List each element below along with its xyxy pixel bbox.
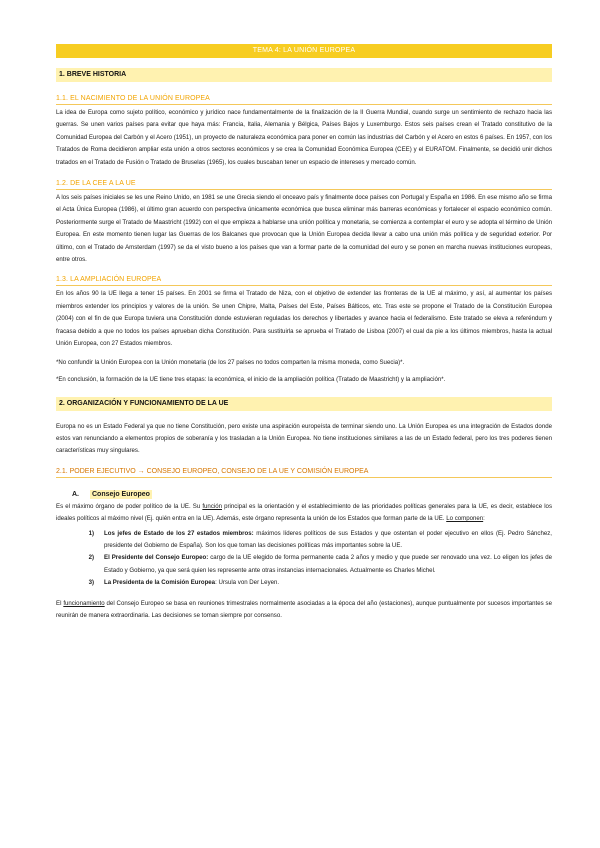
heading-european-council	[56, 490, 552, 499]
list-item	[56, 577, 552, 589]
section-heading-organization: 2. ORGANIZACIÓN Y FUNCIONAMIENTO DE LA UE	[56, 397, 552, 411]
heading-letter: A.	[72, 490, 79, 498]
intro-text-2: principal es la orientación y el establecimiento de las prioridades políticas generales para la UE, es decir, establece los ideales políticos al máximo nivel (Ej. quién entra en la UE). Además, este órgano representa la unión de los Estados que forman parte de la UE.	[56, 502, 552, 523]
paragraph-council-functioning	[56, 598, 552, 623]
list-item-number: 3)	[88, 579, 94, 587]
list-item-number: 2)	[88, 554, 94, 562]
paragraph-enlargement: En los años 90 la UE llega a tener 15 países. En 2001 se firma el Tratado de Niza, con el objetivo de extender las fronteras de la UE al máximo, y así, al aumentar los países miembros extender los principios y valores de la unión. Se unen Chipre, Malta, Países del Este, Países Bálticos, etc. Tras este se propone el Tratado de la Constitución Europea (2004) con el fin de que Europa tuviera una Constitución donde estuvieran reguladas los derechos y libertades y avance hacia el federalismo. Este tratado se eleva a referéndum y fracasa debido a que no todos los países aprueban dicha Constitución. Para sustituirla se aprueba el Tratado de Lisboa (2007) el cual da pie a los últimos miembros, hasta la actual Unión Europea, con 27 Estados miembros.	[56, 290, 552, 348]
list-item-body: cargo de la UE elegido de forma permanente cada 2 años y medio y que puede ser renovado una vez. Lo eligen los jefes de Estado y Gobierno, ya que será quien les represente ante otras instancias internacionales. Actualmente es Charles Michel.	[104, 554, 553, 574]
paragraph-cee-ue: A los seis países iniciales se les une Reino Unido, en 1981 se une Grecia siendo el onceavo país y finalmente doce países con Portugal y España en 1986. En ese mismo año se firma el Acta Única Europea (1986), el último gran acuerdo con perspectiva únicamente económica que busca eliminar más barreras económicas y fortalecer el espacio económico común. Posteriormente surge el Tratado de Maastricht (1992) con el que empieza a hablarse una unión política y monetaria, se comienza a contemplar el euro y se adopta el término de Unión Europea. En este momento tienen lugar las Guerras de los Balcanes que provocan que la Unión Europea decida llevar a cabo una unión más política y de seguridad exterior. Por último, con el Tratado de Amsterdam (1997) se da el visto bueno a los países que van a formar parte de la comunidad del euro y se ponen en marcha nuevas instituciones europeas, entre otros.	[56, 194, 552, 264]
intro-underlined-function: función	[202, 502, 222, 510]
paragraph-organization: Europa no es un Estado Federal ya que no tiene Constitución, pero existe una aspiración europeísta de terminar siendo uno. La Unión Europea es una integración de Estados donde estos van renunciando a elementos propios de soberanía y los trasladan a la Unión Europea. No tiene instituciones similares a las de un Estado federal, pero los tres poderes tienen características muy singulares.	[56, 422, 552, 455]
close-text-2: del Consejo Europeo se basa en reuniones trimestrales normalmente asociadas a la época del año (estaciones), aunque puntualmente por sucesos importantes se reunirán de manera extraordinaria. Las decisiones se toman siempre por consenso.	[56, 599, 552, 619]
list-item-text	[104, 577, 552, 589]
list-item-body: máximos líderes políticos de sus Estados y que ostentan el poder ejecutivo en ellos (Ej. Pedro Sánchez, presidente del Gobierno de España). Son los que toman las decisiones políticas más importantes sobre la UE.	[104, 529, 552, 549]
list-item-lead: La Presidenta de la Comisión Europea	[104, 579, 216, 587]
close-text-1: El	[56, 599, 64, 607]
list-item-lead: Los jefes de Estado de los 27 estados miembros:	[104, 529, 254, 537]
list-item-body: : Ursula von Der Leyen.	[215, 579, 280, 587]
subsection-heading-executive: 2.1. PODER EJECUTIVO → CONSEJO EUROPEO, CONSEJO DE LA UE Y COMISIÓN EUROPEA	[56, 468, 552, 478]
members-list	[56, 528, 552, 590]
list-item-text	[104, 528, 552, 553]
section-heading-history: 1. BREVE HISTORIA	[56, 68, 552, 82]
intro-text-end: :	[483, 515, 485, 523]
list-item-number: 1)	[88, 529, 94, 537]
subsection-heading-cee-ue: 1.2. DE LA CEE A LA UE	[56, 180, 552, 190]
paragraph-birth: La idea de Europa como sujeto político, económico y jurídico nace fundamentalmente de la finalización de la II Guerra Mundial, cuando surge un sentimiento de rechazo hacia las guerras. Se unen varios países para evitar que haya más: Francia, Italia, Alemania y Bélgica, Países Bajos y Luxemburgo. Estos seis países crean el Tratado constitutivo de la Comunidad Europea del Carbón y el Acero (1951), un proyecto de naturaleza económica para poner en común las industrias del Carbón y el Acero en estos 6 países. En 1957, con los Tratados de Roma decidieron ampliar esta unión a otros sectores económicos y se crea la Comunidad Económica Europea (CEE) y el EURATOM. Finalmente, se decidió unir dichos tratados en el Tratado de Fusión o Tratado de Bruselas (1965), los cuales buscaban tener un espacio de intereses y mercado común.	[56, 109, 552, 166]
list-item	[56, 552, 552, 577]
list-item	[56, 528, 552, 553]
subsection-heading-birth: 1.1. EL NACIMIENTO DE LA UNIÓN EUROPEA	[56, 95, 552, 105]
paragraph-council-intro	[56, 501, 552, 526]
intro-text-1: Es el máximo órgano de poder político de la UE. Su	[56, 502, 203, 510]
close-underlined-functioning: funcionamiento	[63, 599, 105, 607]
intro-underlined-composition: Lo componen	[446, 515, 484, 523]
note-conclusion: *En conclusión, la formación de la UE tiene tres etapas: la económica, el inicio de la ampliación política (Tratado de Maastricht) y la ampliación*.	[56, 375, 446, 383]
subsection-heading-enlargement: 1.3. LA AMPLIACIÓN EUROPEA	[56, 276, 552, 286]
heading-label: Consejo Europeo	[92, 490, 150, 498]
document-page	[56, 44, 552, 622]
note-monetary-union: *No confundir la Unión Europea con la Unión monetaria (de los 27 países no todos comparten la misma moneda, como Suecia)*.	[56, 358, 405, 366]
list-item-text	[104, 552, 552, 577]
document-title: TEMA 4: LA UNIÓN EUROPEA	[56, 44, 552, 58]
list-item-lead: El Presidente del Consejo Europeo:	[104, 554, 209, 562]
